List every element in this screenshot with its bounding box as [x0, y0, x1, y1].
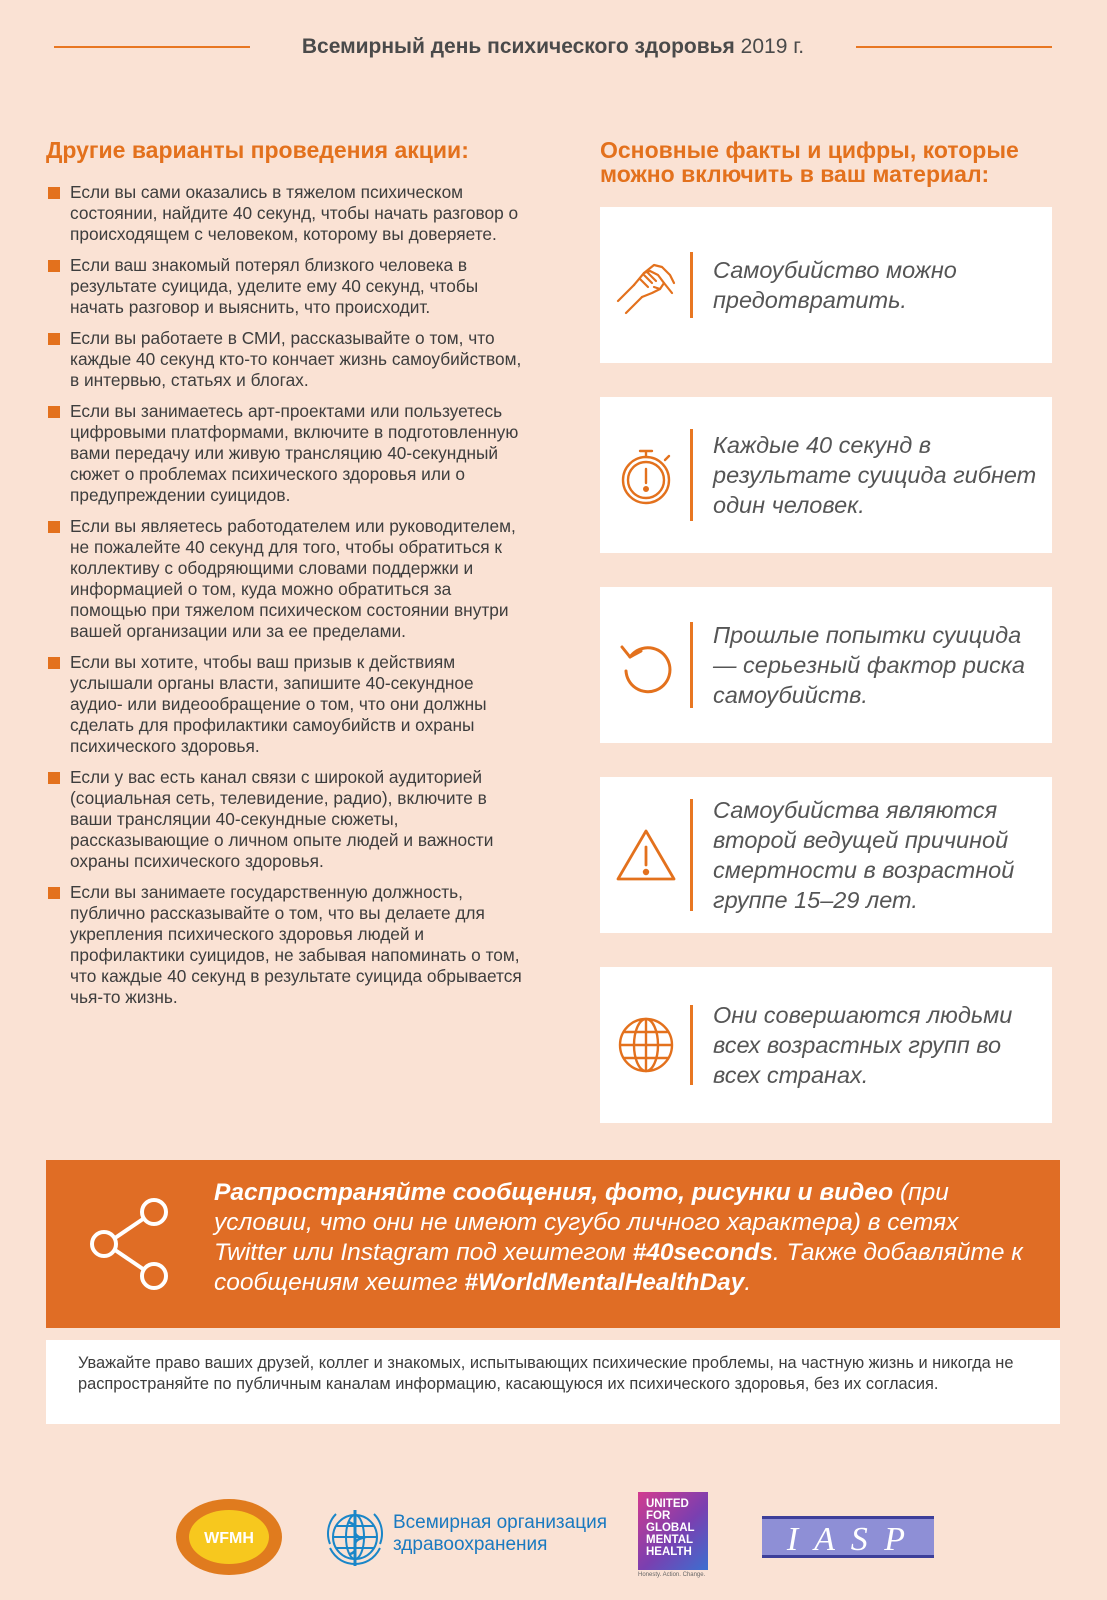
warning-icon — [614, 823, 678, 887]
share-icon — [86, 1196, 176, 1292]
fact-text: Прошлые попытки суицида — серьезный фактор риска самоубийств. — [713, 622, 1025, 708]
share-banner — [46, 1160, 1060, 1328]
who-emblem-icon — [322, 1504, 388, 1570]
wfmh-logo — [170, 1496, 288, 1576]
list-item: Если вы работаете в СМИ, рассказывайте о том, что каждые 40 секунд кто-то кончает жизнь самоубийством, в интервью, статьях и блогах. — [46, 328, 526, 391]
header-rule-left — [54, 46, 250, 48]
fact-text: Самоубийство можно предотвратить. — [713, 257, 957, 313]
list-item: Если вы хотите, чтобы ваш призыв к действиям услышали органы власти, запишите 40-секундное аудио- или видеообращение о том, что они должны сделать для профилактики самоубийств и охраны психического здоровья. — [46, 652, 526, 757]
actions-list — [46, 182, 526, 1008]
who-name: Всемирная организация здравоохранения — [393, 1512, 607, 1555]
fact-divider — [690, 252, 693, 318]
fact-card — [600, 397, 1052, 553]
bullet-square-icon — [48, 887, 60, 899]
page-header — [0, 34, 1107, 62]
bullet-square-icon — [48, 260, 60, 272]
fact-card — [600, 207, 1052, 363]
stopwatch-icon — [614, 443, 678, 507]
bullet-square-icon — [48, 187, 60, 199]
fact-card — [600, 777, 1052, 933]
fact-divider — [690, 429, 693, 521]
bullet-square-icon — [48, 657, 60, 669]
bullet-square-icon — [48, 772, 60, 784]
bullet-square-icon — [48, 333, 60, 345]
partner-logos — [0, 1488, 1107, 1588]
actions-heading: Другие варианты проведения акции: — [46, 137, 469, 163]
facts-heading: Основные факты и цифры, которые можно включить в ваш материал: — [600, 137, 1019, 187]
list-item: Если ваш знакомый потерял близкого человека в результате суицида, уделите ему 40 секунд, чтобы начать разговор и выяснить, что происходит. — [46, 255, 526, 318]
list-item: Если у вас есть канал связи с широкой аудиторией (социальная сеть, телевидение, радио), включите в ваши трансляции 40-секундные сюжеты, рассказывающие о личном опыте людей и важности охраны психического здоровья. — [46, 767, 526, 872]
fact-divider — [690, 622, 693, 708]
bullet-square-icon — [48, 521, 60, 533]
bullet-square-icon — [48, 406, 60, 418]
actions-column — [46, 138, 526, 1018]
iasp-logo: I A S P — [762, 1516, 934, 1558]
refresh-icon — [614, 633, 678, 697]
header-rule-right — [856, 46, 1052, 48]
handshake-icon — [614, 253, 678, 317]
privacy-note-text: Уважайте право ваших друзей, коллег и знакомых, испытывающих психические проблемы, на частную жизнь и никогда не распространяйте по публичным каналам информацию, касающуюся их психического здоровья, без их согласия. — [78, 1354, 1014, 1393]
ufgmh-logo: UNITED FOR GLOBAL MENTAL HEALTH Honesty. Action. Change. — [638, 1492, 712, 1580]
fact-divider — [690, 1005, 693, 1085]
list-item: Если вы сами оказались в тяжелом психическом состоянии, найдите 40 секунд, чтобы начать разговор о происходящем с человеком, которому вы доверяете. — [46, 182, 526, 245]
fact-text: Самоубийства являются второй ведущей причиной смертности в возрастной группе 15–29 лет. — [713, 797, 1015, 913]
fact-card — [600, 587, 1052, 743]
banner-text: Распространяйте сообщения, фото, рисунки и видео (при условии, что они не имеют сугубо личного характера) в сетях Twitter или Instagram под хештегом #40seconds. Также добавляйте к сообщениям хештег #WorldMentalHealthDay. — [214, 1179, 1023, 1296]
wfmh-label: WFMH — [204, 1530, 254, 1547]
fact-text: Они совершаются людьми всех возрастных групп во всех странах. — [713, 1002, 1013, 1088]
privacy-note — [46, 1340, 1060, 1424]
globe-icon — [614, 1013, 678, 1077]
page-title: Всемирный день психического здоровья 2019 г. — [301, 35, 805, 58]
list-item: Если вы являетесь работодателем или руководителем, не пожалейте 40 секунд для того, чтобы обратиться к коллективу с ободряющими словами поддержки и информацией о том, куда можно обратиться за помощью при тяжелом психическом состоянии внутри вашей организации или за ее пределами. — [46, 516, 526, 642]
fact-text: Каждые 40 секунд в результате суицида гибнет один человек. — [713, 432, 1037, 518]
facts-column — [600, 137, 1052, 1088]
fact-card — [600, 967, 1052, 1123]
list-item: Если вы занимаетесь арт-проектами или пользуетесь цифровыми платформами, включите в подготовленную вами передачу или живую трансляцию 40-секундный сюжет о проблемах психического здоровья или о предупреждении суицидов. — [46, 401, 526, 506]
fact-divider — [690, 799, 693, 911]
list-item: Если вы занимаете государственную должность, публично рассказывайте о том, что вы делаете для укрепления психического здоровья людей и профилактики суицидов, не забывая напоминать о том, что каждые 40 секунд в результате суицида обрывается чья-то жизнь. — [46, 882, 526, 1008]
